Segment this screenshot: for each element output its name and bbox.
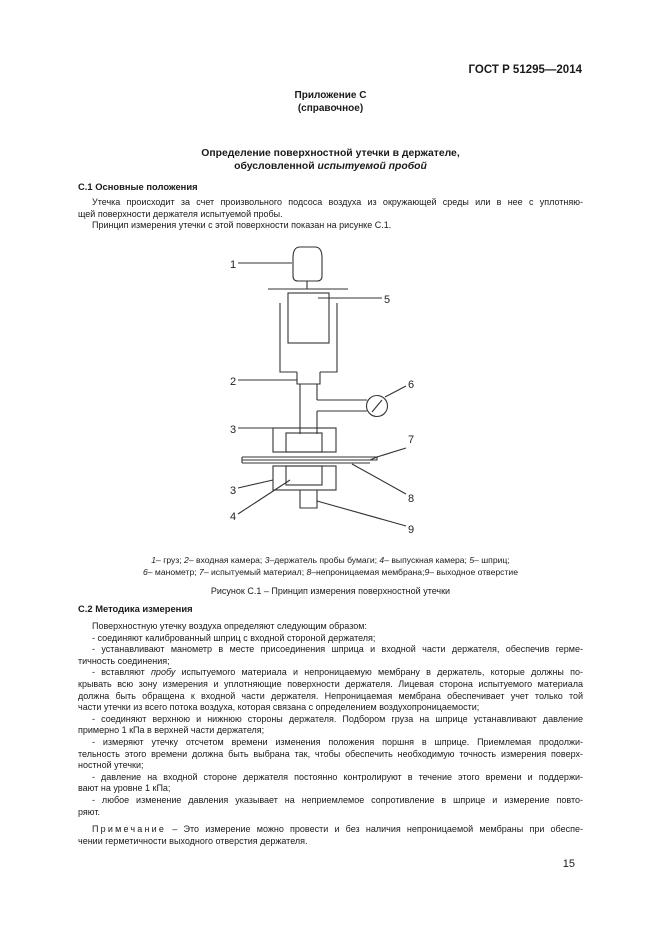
c2-line-text: - соединяют верхнюю и нижнюю стороны держателя. Подбором груза на шприце устанавливают давление xyxy=(92,713,583,724)
c1-p1-line1: Утечка происходит за счет произвольного подсоса воздуха из окружающей среды или в нее с уплотняю- xyxy=(92,197,583,207)
c2-line xyxy=(78,633,583,645)
legend-number: 1 xyxy=(151,555,157,565)
outlet-chamber xyxy=(286,466,322,485)
lower-holder xyxy=(273,466,336,490)
figure-label-5: 5 xyxy=(384,294,391,306)
note-text: – Это измерение можно провести и без наличия непроницаемой мембраны при обеспе- xyxy=(166,824,583,834)
c1-heading: С.1 Основные положения xyxy=(78,181,198,192)
leader-line-4 xyxy=(238,480,290,514)
page-number: 15 xyxy=(562,858,575,870)
weight-shape xyxy=(293,247,322,281)
c2-line-text: крывать всю зону измерения и уплотняющие поверхности держателя. Лицевая сторона испытуемого материала xyxy=(78,678,583,689)
c2-line xyxy=(78,667,583,679)
c2-line-text: должна быть обращена к входной части держателя. Непроницаемая мембрана обеспечивает учет только той xyxy=(78,690,583,701)
c2-line-text: - любое изменение давления указывает на неприемлемое сопротивление в шприце и измерение повто- xyxy=(92,794,583,805)
standard-number: ГОСТ Р 51295—2014 xyxy=(468,64,582,76)
c1-p2: Принцип измерения утечки с этой поверхности показан на рисунке С.1. xyxy=(92,220,392,231)
c2-line-text: - давление на входной стороне держателя постоянно контролируют в течение этого времени и поддержи- xyxy=(92,771,583,782)
c2-line xyxy=(78,795,583,807)
legend-number: 8 xyxy=(306,567,312,577)
c2-line xyxy=(78,783,583,795)
note-label: Примечание xyxy=(92,824,167,834)
outlet-tube xyxy=(300,490,317,508)
c2-line xyxy=(78,679,583,691)
legend-number: 9 xyxy=(424,567,430,577)
section-title-italic: испытуемой пробой xyxy=(317,161,427,172)
c2-line-text: - вставляют xyxy=(92,667,151,678)
leader-line-8 xyxy=(352,464,406,494)
c2-line xyxy=(78,772,583,784)
note-line1 xyxy=(78,824,583,836)
c2-line-text: ряют. xyxy=(78,806,100,817)
c2-line-text: - измеряют утечку отсчетом времени изменения положения поршня в шприце. Приемлемая продолжи- xyxy=(92,736,583,747)
figure-label-3a: 3 xyxy=(230,424,237,436)
leader-line-3-bottom xyxy=(238,480,273,488)
c2-line-text: - устанавливают манометр в месте присоединения шприца и входной части держателя, обеспечив герме- xyxy=(92,644,583,655)
c2-line-text: вают на уровне 1 кПа; xyxy=(78,783,171,794)
note-line2: чении герметичности выходного отверстия держателя. xyxy=(78,835,308,846)
legend-text: – входная камера; xyxy=(188,555,265,565)
leader-line-6 xyxy=(385,386,406,397)
figure-legend-line2 xyxy=(0,566,661,578)
c2-line xyxy=(78,644,583,656)
c2-line xyxy=(78,702,583,714)
c2-line xyxy=(78,656,583,668)
c2-line xyxy=(78,714,583,726)
c2-line xyxy=(78,760,583,772)
upper-holder xyxy=(273,428,336,452)
figure-label-2: 2 xyxy=(230,376,237,388)
legend-text: –держатель пробы бумаги; xyxy=(269,555,380,565)
c2-line-text: тельность этого времени должна быть выбрана так, чтобы обеспечить необходимую точность измерения поверх- xyxy=(78,748,583,759)
legend-number: 5 xyxy=(469,555,475,565)
c2-line-text: Поверхностную утечку воздуха определяют следующим образом: xyxy=(92,621,367,631)
legend-text: –непроницаемая мембрана; xyxy=(311,567,425,577)
legend-text: – груз; xyxy=(156,555,185,565)
leader-line-9 xyxy=(317,501,406,526)
c2-line xyxy=(78,691,583,703)
legend-number: 7 xyxy=(199,567,204,577)
syringe-piston xyxy=(288,293,329,343)
c1-p1-line2: щей поверхности держателя испытуемой пробы. xyxy=(78,208,283,219)
legend-text: – манометр; xyxy=(147,567,200,577)
legend-number: 2 xyxy=(184,555,189,565)
figure-legend-line1 xyxy=(0,554,661,566)
inlet-chamber xyxy=(286,433,322,452)
figure-label-1: 1 xyxy=(230,259,237,271)
c2-line-text: примерно 1 кПа в верхней части держателя; xyxy=(78,725,265,736)
figure-label-4: 4 xyxy=(230,511,237,523)
c2-line-text: - соединяют калиброванный шприц с входной стороной держателя; xyxy=(92,632,376,643)
legend-text: – шприц; xyxy=(474,555,510,565)
c2-heading: С.2 Методика измерения xyxy=(78,603,193,614)
c2-line xyxy=(78,725,583,737)
c2-line-text: тичность соединения; xyxy=(78,655,170,666)
section-title-plain: обусловленной xyxy=(234,161,318,172)
c2-line xyxy=(78,737,583,749)
legend-text: – испытуемый материал; xyxy=(203,567,307,577)
c2-line-text-cont: испытуемого материала и непроницаемую мембрану в держатель, которые должны по- xyxy=(175,667,583,678)
leader-line-7 xyxy=(377,448,406,457)
legend-number: 3 xyxy=(264,555,270,565)
figure-label-3b: 3 xyxy=(230,485,237,497)
figure-label-9: 9 xyxy=(408,524,415,536)
c2-line xyxy=(78,807,583,819)
figure-label-8: 8 xyxy=(408,493,415,505)
c2-line-text: ностной утечки; xyxy=(78,760,144,771)
legend-number: 4 xyxy=(379,555,385,565)
figure-label-7: 7 xyxy=(408,434,415,446)
legend-text: – выпускная камера; xyxy=(384,555,470,565)
figure-caption: Рисунок С.1 – Принцип измерения поверхностной утечки xyxy=(210,586,451,596)
legend-text: – выходное отверстие xyxy=(429,567,518,577)
c2-line xyxy=(78,621,583,633)
appendix-subtitle: (справочное) xyxy=(297,103,364,114)
c2-line-text: части утечки из всего потока воздуха, которая связана с определением воздухопроницаемости; xyxy=(78,702,480,713)
note xyxy=(78,824,583,847)
c2-line-italic: пробу xyxy=(150,667,176,678)
figure-label-6: 6 xyxy=(408,379,415,391)
legend-number: 6 xyxy=(142,567,148,577)
section-title-line1: Определение поверхностной утечки в держателе, xyxy=(201,148,460,159)
appendix-title: Приложение С xyxy=(294,90,367,101)
c2-body xyxy=(78,621,583,818)
c2-line xyxy=(78,749,583,761)
